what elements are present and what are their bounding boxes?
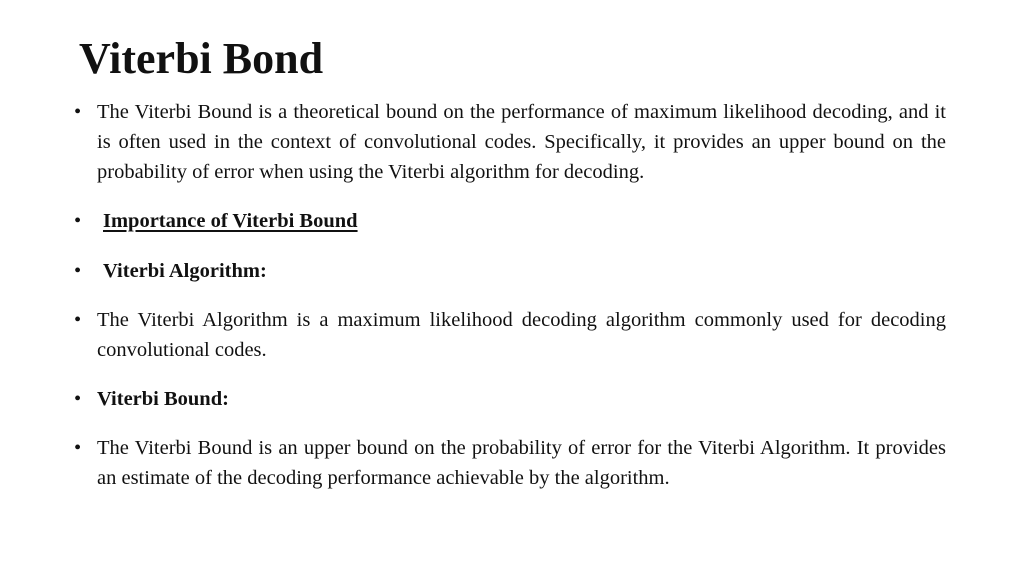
bullet-marker: •	[74, 210, 82, 232]
bullet-marker: •	[74, 388, 82, 410]
bullet-list	[74, 97, 946, 512]
section-heading: Viterbi Bound:	[97, 388, 229, 410]
section-heading: Viterbi Algorithm:	[103, 260, 267, 282]
bullet-marker: •	[74, 260, 82, 282]
bullet-item	[74, 206, 946, 236]
section-heading-link[interactable]: Importance of Viterbi Bound	[103, 210, 358, 232]
bullet-text: The Viterbi Bound is an upper bound on the probability of error for the Viterbi Algorithm. It provides an estimate of the decoding performance achievable by the algorithm.	[97, 437, 946, 489]
bullet-item	[74, 256, 946, 286]
bullet-item	[74, 305, 946, 365]
bullet-item	[74, 384, 946, 414]
bullet-item	[74, 97, 946, 187]
bullet-text: The Viterbi Algorithm is a maximum likelihood decoding algorithm commonly used for decoding convolutional codes.	[97, 309, 946, 361]
bullet-marker: •	[74, 101, 82, 123]
bullet-text: The Viterbi Bound is a theoretical bound on the performance of maximum likelihood decoding, and it is often used in the context of convolutional codes. Specifically, it provides an upper bound on the probability of error when using the Viterbi algorithm for decoding.	[97, 101, 946, 183]
bullet-item	[74, 433, 946, 493]
bullet-marker: •	[74, 309, 82, 331]
slide-title: Viterbi Bond	[79, 34, 324, 83]
bullet-marker: •	[74, 437, 82, 459]
